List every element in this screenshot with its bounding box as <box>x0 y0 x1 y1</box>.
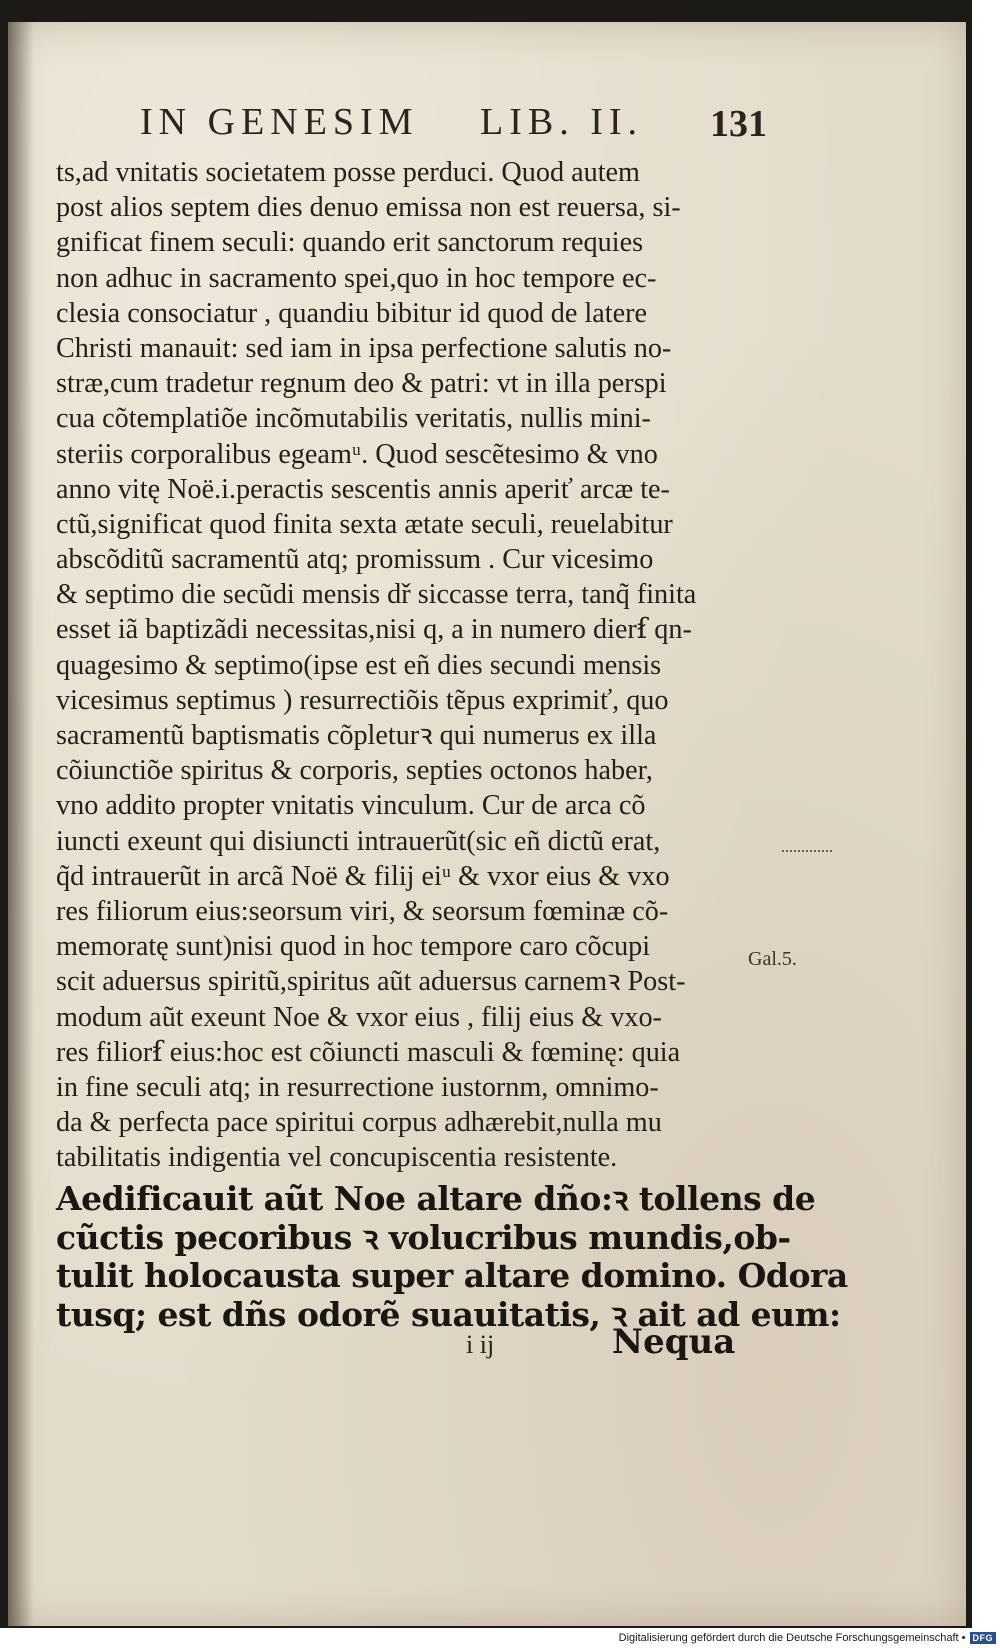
text-line: post alios septem dies denuo emissa non est reuersa, si- <box>56 192 681 224</box>
text-line: ctũ,significat quod finita sexta ætate seculi, reuelabitur <box>56 508 673 540</box>
text-line: non adhuc in sacramento spei,quo in hoc tempore ec- <box>56 262 657 294</box>
text-line: esset iã baptizãdi necessitas,nisi q, a in numero dierẜ qn- <box>56 614 692 646</box>
text-line: in fine seculi atq; in resurrectione iustornm, omnimo- <box>56 1071 659 1103</box>
running-head-title: IN GENESIM <box>140 101 419 143</box>
text-line: res filiorum eius:seorsum viri, & seorsum fœminæ cõ- <box>56 895 669 927</box>
scripture-line: tusq; est dñs odorẽ suauitatis, ꝛ ait ad eum: <box>56 1294 841 1334</box>
signature-mark: i ij <box>466 1330 495 1359</box>
text-line: & septimo die secũdi mensis dř siccasse terra, tanq̃ finita <box>56 579 697 611</box>
scripture-line: cũctis pecoribus ꝛ volucribus mundis,ob- <box>56 1217 791 1257</box>
text-line: modum aũt exeunt Noe & vxor eius , filij eius & vxo- <box>56 1001 662 1033</box>
text-line: clesia consociatur , quandiu bibitur id quod de latere <box>56 297 647 329</box>
text-line: iuncti exeunt qui disiuncti intrauerũt(sic eñ dictũ erat, <box>56 825 661 857</box>
text-line: vno addito propter vnitatis vinculum. Cur de arca cõ <box>56 790 646 822</box>
text-line: stræ,cum tradetur regnum deo & patri: vt in illa perspi <box>56 368 667 400</box>
text-line: memoratę sunt)nisi quod in hoc tempore caro cõcupi <box>56 931 651 963</box>
scripture-line: tulit holocausta super altare domino. Odora <box>56 1256 848 1295</box>
footer-text: Digitalisierung gefördert durch die Deutsche Forschungsgemeinschaft • <box>618 1632 966 1644</box>
text-line: Christi manauit: sed iam in ipsa perfectione salutis no- <box>56 332 672 364</box>
body-text <box>56 155 756 1175</box>
text-line: abscõditũ sacramentũ atq; promissum . Cur vicesimo <box>56 544 654 576</box>
running-head <box>140 100 800 144</box>
text-line: steriis corporalibus egeamᵘ. Quod sescẽtesimo & vno <box>56 438 658 470</box>
text-line: cõiunctiõe spiritus & corporis, septies octonos haber, <box>56 755 653 787</box>
margin-note: Gal.5. <box>748 948 797 970</box>
text-line: scit aduersus spiritũ,spiritus aũt aduersus carnemꝛ Post- <box>56 966 686 998</box>
footer-credit <box>619 1630 996 1646</box>
text-line: anno vitę Noë.i.peractis sescentis annis aperiť arcæ te- <box>56 473 670 505</box>
scripture-line: Aedificauit aũt Noe altare dño:ꝛ tollens de <box>56 1179 816 1218</box>
scripture-passage <box>56 1179 848 1334</box>
text-line: vicesimus septimus ) resurrectiõis tẽpus exprimiť, quo <box>56 684 669 716</box>
folio-number: 131 <box>710 103 767 145</box>
stray-mark <box>782 850 832 854</box>
text-line: tabilitatis indigentia vel concupiscentia resistente. <box>56 1142 618 1174</box>
catchword: Nequa <box>612 1322 736 1362</box>
text-line: da & perfecta pace spiritui corpus adhærebit,nulla mu <box>56 1107 662 1139</box>
text-line: ts,ad vnitatis societatem posse perduci. Quod autem <box>56 157 640 188</box>
text-line: cua cõtemplatiõe incõmutabilis veritatis, nullis mini- <box>56 403 651 435</box>
text-line: quagesimo & septimo(ipse est eñ dies secundi mensis <box>56 649 662 681</box>
text-line: gnificat finem seculi: quando erit sanctorum requies <box>56 227 644 259</box>
dfg-logo: DFG <box>970 1632 997 1644</box>
text-line: sacramentũ baptismatis cõpleturꝛ qui numerus ex illa <box>56 720 657 751</box>
text-line: q̃d intrauerũt in arcã Noë & filij eiᵘ & vxor eius & vxo <box>56 860 670 892</box>
running-head-book: LIB. II. <box>480 101 644 143</box>
text-line: res filiorẜ eius:hoc est cõiuncti masculi & fœminę: quia <box>56 1036 681 1068</box>
